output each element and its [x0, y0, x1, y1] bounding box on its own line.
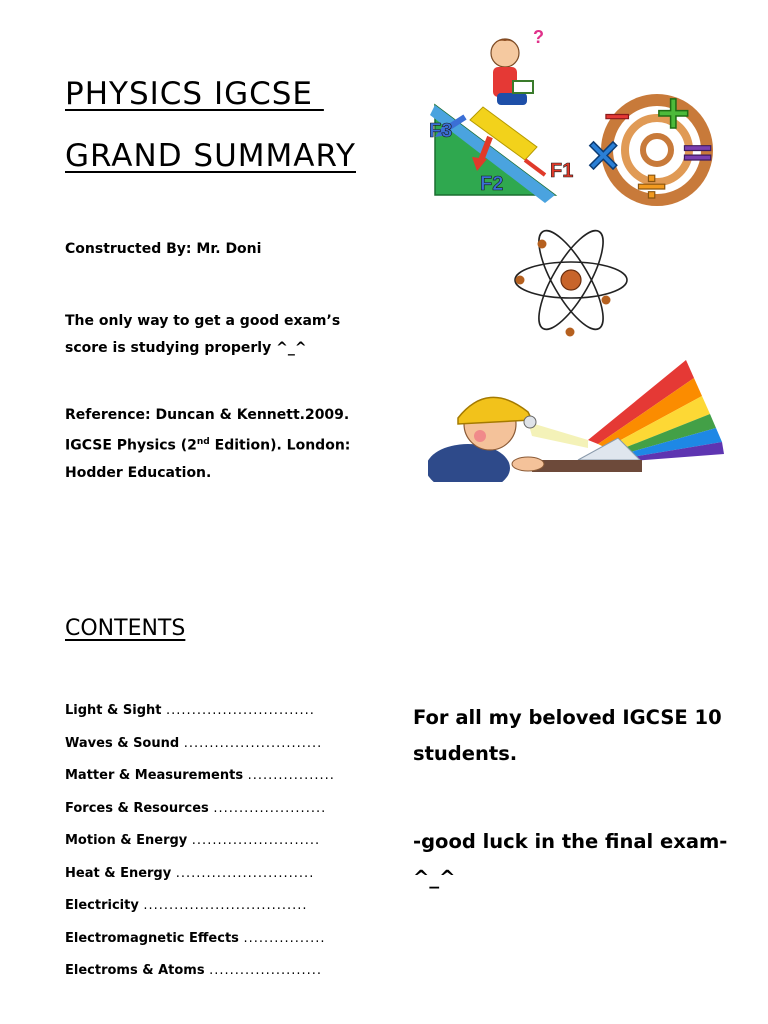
list-item — [65, 963, 335, 996]
title-line-2: GRAND SUMMARY — [65, 138, 356, 174]
label-f3: F3 — [429, 120, 453, 142]
reference-line-1: Reference: Duncan & Kennett.2009. — [65, 407, 350, 423]
toc-dots: ................ — [243, 930, 326, 946]
good-luck — [413, 824, 727, 896]
worker-body — [428, 444, 510, 482]
motto — [65, 308, 340, 362]
list-item — [65, 703, 335, 736]
list-item — [65, 833, 335, 866]
contents-heading: CONTENTS — [65, 616, 186, 641]
good-luck-line: -good luck in the final exam- — [413, 830, 728, 853]
toc-dots: ........................... — [183, 735, 323, 751]
electron — [516, 276, 525, 285]
worker-hand — [512, 457, 544, 471]
electron — [538, 240, 547, 249]
divide-icon: ÷ — [634, 161, 670, 208]
dedication — [413, 700, 722, 772]
prism-stand — [532, 460, 642, 472]
electron — [602, 296, 611, 305]
toc-dots: ............................. — [166, 703, 315, 718]
list-item — [65, 931, 335, 964]
book — [513, 81, 533, 93]
contents-list — [65, 703, 335, 996]
forces-ramp-illustration — [425, 25, 585, 205]
reference-line-2 — [65, 429, 350, 460]
reference-sup: nd — [196, 437, 210, 447]
toc-label: Forces & Resources — [65, 800, 209, 816]
list-item — [65, 898, 335, 931]
reference-line-2-b: Edition). London: — [209, 437, 351, 454]
reference-line-3: Hodder Education. — [65, 464, 212, 481]
dedication-line-2: students. — [413, 742, 518, 765]
toc-label: Electricity — [65, 898, 139, 913]
toc-label: Motion & Energy — [65, 833, 188, 848]
toc-label: Electromagnetic Effects — [65, 930, 239, 946]
equals-icon: = — [680, 127, 716, 176]
swirl-inner — [643, 136, 671, 164]
electron — [566, 328, 575, 337]
reference-line-2-a: IGCSE Physics (2 — [65, 437, 197, 454]
light-beam — [528, 422, 588, 448]
list-item — [65, 801, 335, 834]
title-line-1: PHYSICS IGCSE — [65, 76, 324, 112]
worker-cheek — [474, 430, 486, 442]
toc-dots: ................................ — [143, 898, 308, 913]
label-f2: F2 — [480, 173, 504, 195]
nucleus — [561, 270, 581, 290]
motto-line-1: The only way to get a good exam’s — [65, 313, 341, 329]
math-symbols-illustration — [582, 88, 722, 208]
toc-label: Electroms & Atoms — [65, 963, 205, 978]
plus-icon: + — [654, 88, 693, 139]
dedication-line-1: For all my beloved IGCSE 10 — [413, 706, 722, 729]
boy-pants — [497, 93, 527, 105]
reference — [65, 402, 350, 487]
question-mark-icon: ? — [533, 27, 544, 47]
toc-dots: ...................... — [213, 800, 327, 816]
boy-head — [491, 39, 519, 67]
label-f1: F1 — [550, 160, 574, 182]
arrow-f1 — [525, 160, 545, 175]
constructed-by: Constructed By: Mr. Doni — [65, 241, 262, 257]
atom-icon — [510, 222, 632, 340]
toc-label: Heat & Energy — [65, 865, 172, 881]
toc-dots: ...................... — [209, 963, 323, 978]
toc-label: Light & Sight — [65, 703, 162, 718]
list-item — [65, 866, 335, 899]
toc-label: Waves & Sound — [65, 735, 180, 751]
toc-dots: ......................... — [191, 833, 321, 848]
motto-line-2: score is studying properly ^_^ — [65, 340, 307, 356]
list-item — [65, 736, 335, 769]
headlamp — [524, 416, 536, 428]
toc-label: Matter & Measurements — [65, 768, 244, 783]
minus-icon: − — [602, 96, 633, 137]
light-spectrum-illustration — [428, 360, 728, 482]
smiley-line: ^_^ — [413, 866, 456, 889]
toc-dots: ................. — [247, 768, 335, 783]
hardhat-icon — [458, 397, 532, 424]
times-icon: × — [584, 127, 623, 181]
toc-dots: ........................... — [175, 865, 315, 881]
list-item — [65, 768, 335, 801]
